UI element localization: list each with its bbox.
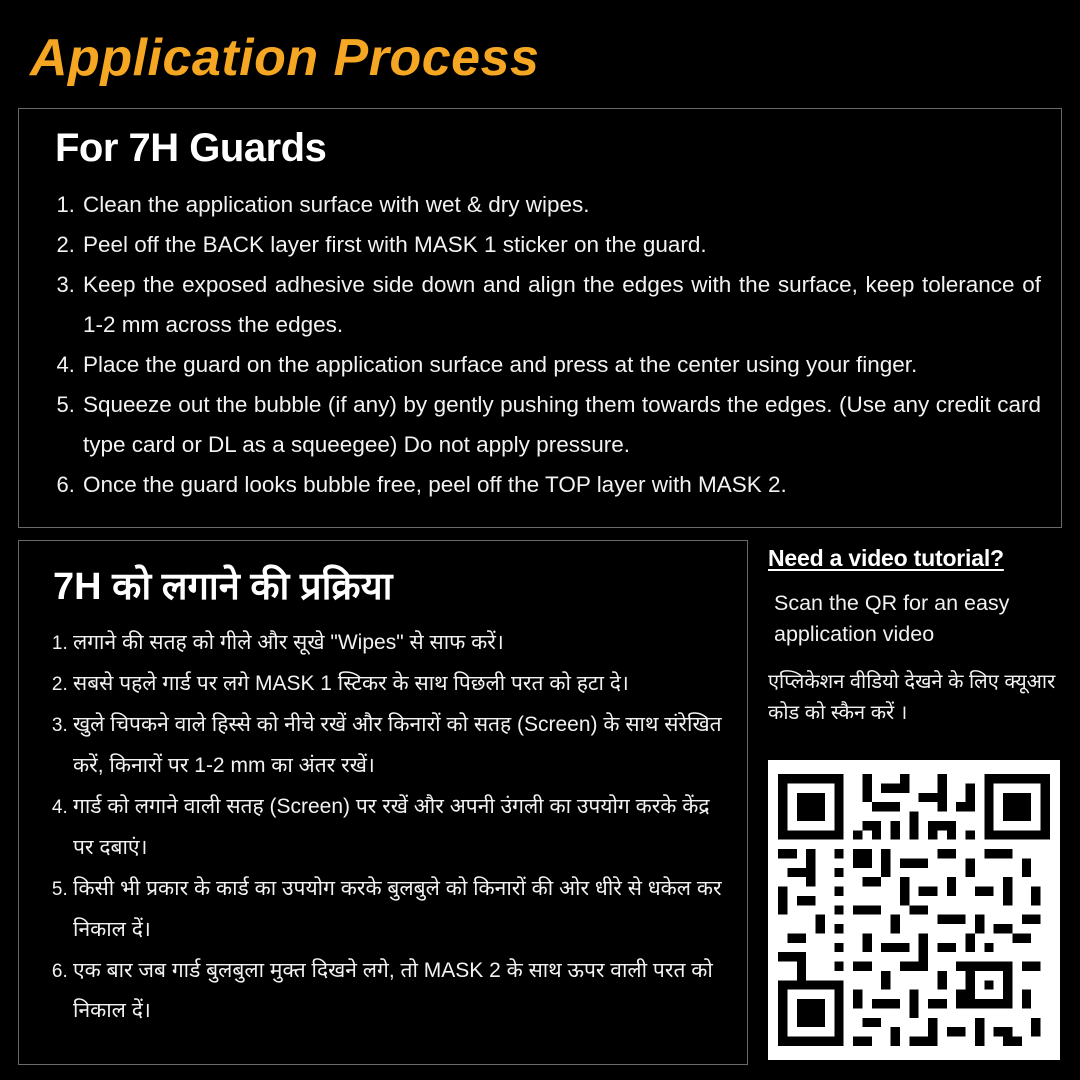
list-item: 3. खुले चिपकने वाले हिस्से को नीचे रखें और किनारों को सतह (Screen) के साथ संरेखित करें, किनारों पर 1-2 mm का अंतर रखें। <box>73 705 731 787</box>
list-item: 4. Place the guard on the application surface and press at the center using your finger. <box>81 345 1041 385</box>
list-item: 6. एक बार जब गार्ड बुलबुला मुक्त दिखने लगे, तो MASK 2 के साथ ऊपर वाली परत को निकाल दें। <box>73 951 731 1033</box>
list-item: 2. Peel off the BACK layer first with MASK 1 sticker on the guard. <box>81 225 1041 265</box>
english-instructions-panel <box>18 108 1062 528</box>
qr-subtitle-english: Scan the QR for an easy application video <box>774 591 1010 646</box>
qr-subtitle-hindi: एप्लिकेशन वीडियो देखने के लिए क्यूआर कोड को स्कैन करें । <box>768 671 1056 725</box>
list-item: 6. Once the guard looks bubble free, peel off the TOP layer with MASK 2. <box>81 465 1041 505</box>
qr-info-column <box>768 545 1064 729</box>
list-item: 3. Keep the exposed adhesive side down and align the edges with the surface, keep tolerance of 1-2 mm across the edges. <box>81 265 1041 345</box>
list-item: 4. गार्ड को लगाने वाली सतह (Screen) पर रखें और अपनी उंगली का उपयोग करके केंद्र पर दबाएं। <box>73 787 731 869</box>
qr-code-icon[interactable] <box>768 760 1060 1060</box>
english-heading: For 7H Guards <box>55 126 327 170</box>
english-steps-list <box>59 185 1041 505</box>
list-item: 5. Squeeze out the bubble (if any) by gently pushing them towards the edges. (Use any credit card type card or DL as a squeegee) Do not apply pressure. <box>81 385 1041 465</box>
qr-heading: Need a video tutorial? <box>768 545 1004 571</box>
list-item: 2. सबसे पहले गार्ड पर लगे MASK 1 स्टिकर के साथ पिछली परत को हटा दे। <box>73 664 731 705</box>
qr-code-graphic <box>778 770 1050 1050</box>
hindi-steps-list <box>51 623 731 1032</box>
page-title: Application Process <box>30 29 540 87</box>
list-item: 5. किसी भी प्रकार के कार्ड का उपयोग करके बुलबुले को किनारों की ओर धीरे से धकेल कर निकाल दें। <box>73 869 731 951</box>
list-item: 1. लगाने की सतह को गीले और सूखे "Wipes" से साफ करें। <box>73 623 731 664</box>
hindi-heading: 7H को लगाने की प्रक्रिया <box>53 566 393 608</box>
list-item: 1. Clean the application surface with wet & dry wipes. <box>81 185 1041 225</box>
hindi-instructions-panel <box>18 540 748 1065</box>
